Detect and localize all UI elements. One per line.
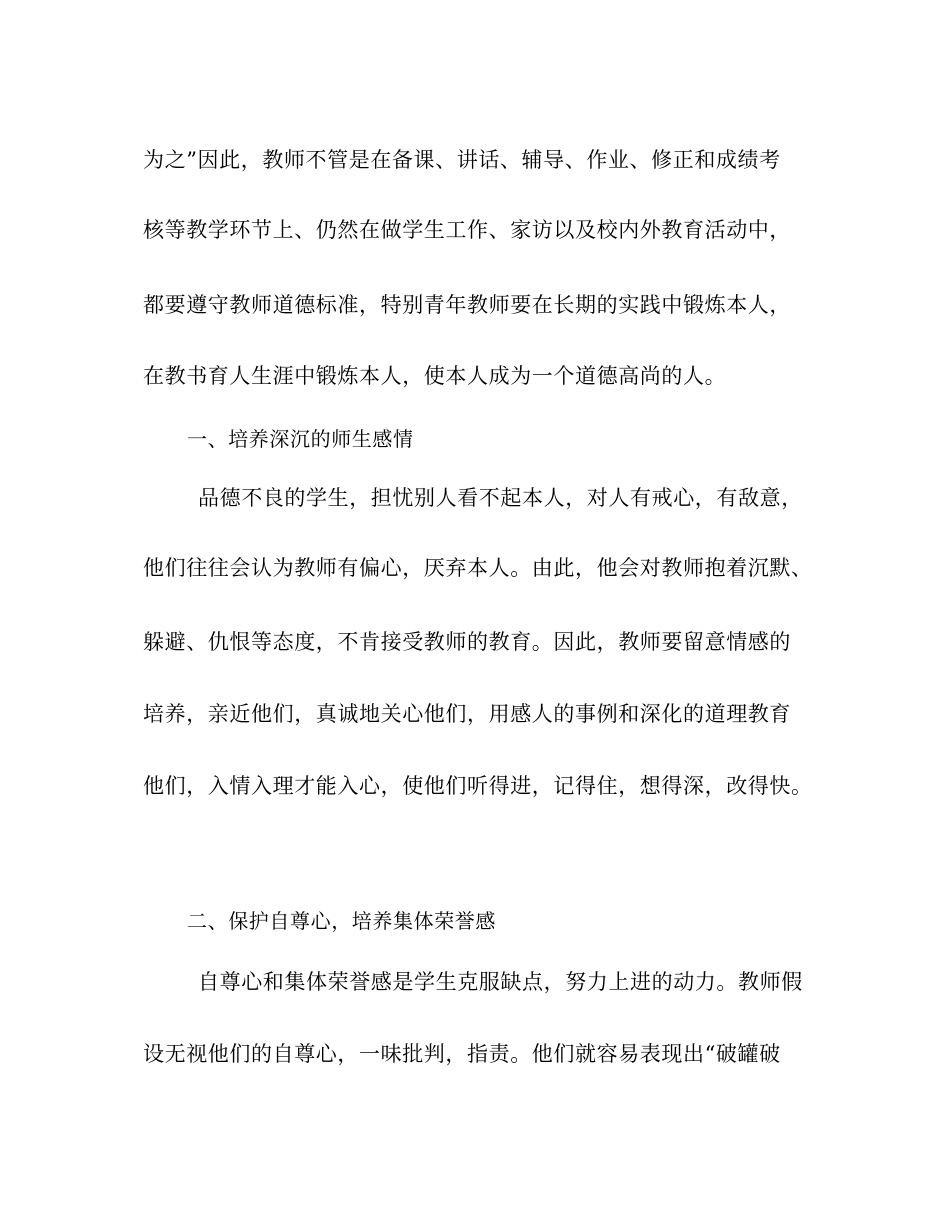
paragraph-line: 核等教学环节上、仍然在做学生工作、家访以及校内外教育活动中， [143,218,791,242]
paragraph-line: 为之”因此，教师不管是在备课、讲话、辅导、作业、修正和成绩考 [143,148,781,172]
paragraph-line: 他们往往会认为教师有偏心，厌弃本人。由此，他会对教师抱着沉默、 [143,556,813,580]
section-heading: 二、保护自尊心，培养集体荣誉感 [187,909,496,933]
paragraph-line: 设无视他们的自尊心，一味批判，指责。他们就容易表现出“破罐破 [143,1042,781,1066]
paragraph-line: 躲避、仇恨等态度，不肯接受教师的教育。因此，教师要留意情感的 [143,630,791,654]
paragraph-line: 品德不良的学生，担忧别人看不起本人，对人有戒心，有敌意， [198,486,803,510]
paragraph-line: 培养，亲近他们，真诚地关心他们，用感人的事例和深化的道理教育 [143,702,791,726]
section-heading: 一、培养深沉的师生感情 [187,427,414,451]
paragraph-line: 在教书育人生涯中锻炼本人，使本人成为一个道德高尚的人。 [143,364,727,388]
paragraph-line: 都要遵守教师道德标准，特别青年教师要在长期的实践中锻炼本人， [143,293,791,317]
paragraph-line: 自尊心和集体荣誉感是学生克服缺点，努力上进的动力。教师假 [198,970,803,994]
paragraph-line: 他们，入情入理才能入心，使他们听得进，记得住，想得深，改得快。 [143,774,813,798]
